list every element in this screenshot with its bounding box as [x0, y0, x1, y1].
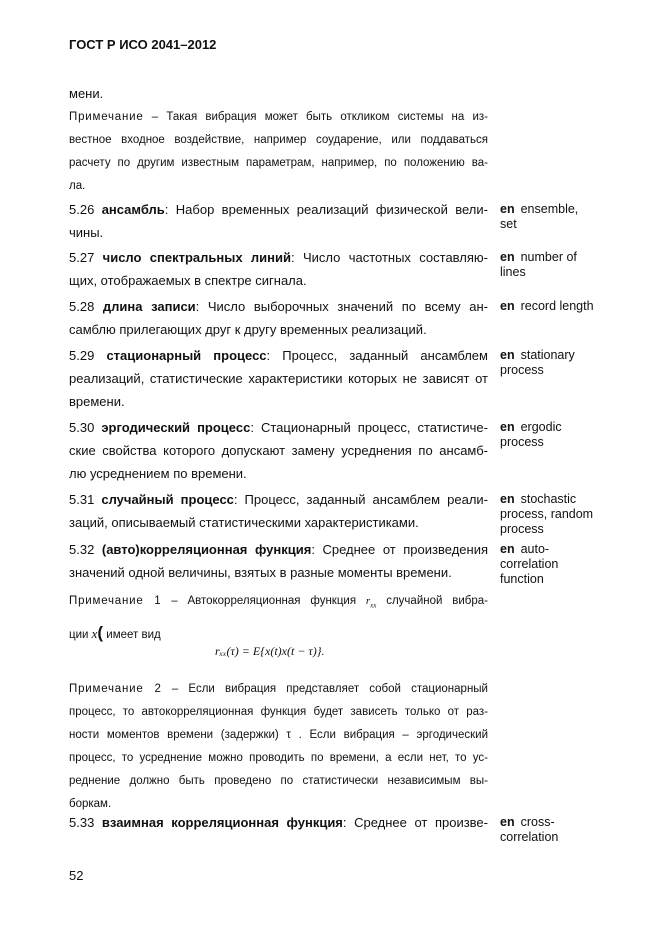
en-term: auto- — [520, 542, 550, 556]
entry-definition: : Процесс, заданный ансамблем — [266, 348, 488, 363]
entry-definition: времени. — [69, 394, 125, 409]
bracket-glyph: ( — [97, 623, 104, 643]
en-term: stochastic — [520, 492, 577, 506]
entry-definition: : Число частотных составляю- — [291, 250, 488, 265]
en-label: en — [500, 250, 515, 264]
entry-5-28 — [69, 295, 488, 341]
entry-definition: щих, отображаемых в спектре сигнала. — [69, 273, 307, 288]
en-term: ergodic — [520, 420, 562, 434]
entry-term: взаимная корреляционная функция — [101, 815, 343, 830]
lead-text: мени. — [69, 86, 104, 101]
en-term: record length — [520, 299, 594, 313]
entry-number: 5.33 — [69, 815, 95, 830]
entry-definition: реализаций, статистические характеристики которых не зависят от — [69, 371, 488, 386]
en-label: en — [500, 542, 515, 556]
en-equivalent-5-31 — [500, 492, 620, 537]
entry-definition: значений одной величины, взятых в разные моменты времени. — [69, 565, 452, 580]
note-line: расчету по другим известным параметрам, например, по положению ва- — [69, 157, 488, 169]
en-equivalent-5-26 — [500, 202, 620, 232]
entry-number: 5.26 — [69, 202, 95, 217]
en-term: process — [500, 522, 544, 536]
en-term: process — [500, 363, 544, 377]
entry-5-27 — [69, 246, 488, 292]
entry-5-26 — [69, 198, 488, 244]
note-line: ла. — [69, 180, 86, 192]
en-term: function — [500, 572, 544, 586]
note-text: ции — [69, 629, 92, 642]
entry-definition: ские свойства которого допускают замену усреднения по ансамб- — [69, 443, 488, 458]
entry-number: 5.31 — [69, 492, 95, 507]
note-text: боркам. — [69, 798, 112, 810]
en-label: en — [500, 202, 515, 216]
note-text: – Если вибрация представляет собой стационарный — [161, 683, 488, 695]
note-text: процесс, то усреднение можно проводить по времени, а если нет, то ус- — [69, 752, 488, 764]
en-label: en — [500, 492, 515, 506]
autocorrelation-formula: rₓₓ(τ) = E{x(t)x(t − τ)}. — [215, 644, 325, 658]
entry-number: 5.27 — [69, 250, 95, 265]
entry-term: стационарный процесс — [106, 348, 267, 363]
en-equivalent-5-32 — [500, 542, 620, 587]
entry-term: ансамбль — [101, 202, 165, 217]
entry-term: эргодический процесс — [101, 420, 251, 435]
entry-term: длина записи — [102, 299, 196, 314]
en-term: cross- — [520, 815, 555, 829]
note-label: Примечание — [69, 111, 144, 123]
entry-definition: : Среднее от произведения — [311, 542, 488, 557]
entry-definition: : Стационарный процесс, статистиче- — [250, 420, 488, 435]
entry-term: (авто)корреляционная функция — [101, 542, 312, 557]
note-text: ности моментов времени (задержки) τ . Если вибрация – эргодический — [69, 729, 488, 741]
symbol-subscript: xx — [370, 601, 377, 610]
en-term: process — [500, 435, 544, 449]
note-intro — [69, 106, 488, 198]
note-text: – Автокорреляционная функция — [161, 595, 366, 607]
en-term: process, random — [500, 507, 594, 521]
entry-term: число спектральных линий — [102, 250, 292, 265]
en-label: en — [500, 348, 515, 362]
entry-definition: лю усреднением по времени. — [69, 466, 247, 481]
entry-5-29 — [69, 344, 488, 413]
entry-5-31 — [69, 488, 488, 534]
entry-definition: : Среднее от произве- — [342, 815, 488, 830]
en-label: en — [500, 815, 515, 829]
en-equivalent-5-27 — [500, 250, 620, 280]
note-text: случайной вибра- — [376, 595, 488, 607]
entry-5-32 — [69, 538, 488, 584]
entry-definition: заций, описываемый статистическими характеристиками. — [69, 515, 419, 530]
entry-number: 5.28 — [69, 299, 95, 314]
en-label: en — [500, 299, 515, 313]
en-term: correlation — [500, 830, 559, 844]
entry-number: 5.29 — [69, 348, 95, 363]
entry-number: 5.30 — [69, 420, 95, 435]
entry-definition: чины. — [69, 225, 104, 240]
en-label: en — [500, 420, 515, 434]
note-label: Примечание 2 — [69, 683, 162, 695]
en-term: correlation — [500, 557, 559, 571]
symbol-r: r — [365, 595, 371, 607]
entry-5-30 — [69, 416, 488, 485]
entry-definition: самблю прилегающих друг к другу временных реализаций. — [69, 322, 427, 337]
en-term: number of — [520, 250, 577, 264]
note-line: – Такая вибрация может быть откликом системы на из- — [143, 111, 488, 123]
note-text: реднение должно быть проведено по статистически независимым вы- — [69, 775, 488, 787]
note-text: имеет вид — [103, 629, 161, 642]
note-1 — [69, 590, 488, 647]
page-number: 52 — [69, 868, 84, 883]
entry-definition: : Набор временных реализаций физической вели- — [164, 202, 488, 217]
symbol-x: x — [91, 626, 98, 642]
note-line: вестное входное воздействие, например соударение, или поддаваться — [69, 134, 488, 146]
en-equivalent-5-30 — [500, 420, 620, 450]
en-term: set — [500, 217, 517, 231]
en-term: ensemble, — [520, 202, 579, 216]
entry-definition: : Число выборочных значений по всему ан- — [195, 299, 488, 314]
note-text: процесс, то автокорреляционная функция будет зависеть только от раз- — [69, 706, 488, 718]
note-label: Примечание 1 — [69, 595, 162, 607]
en-term: lines — [500, 265, 526, 279]
document-header: ГОСТ Р ИСО 2041–2012 — [69, 37, 217, 52]
en-equivalent-5-28 — [500, 299, 620, 314]
en-equivalent-5-33 — [500, 815, 620, 845]
en-term: stationary — [520, 348, 575, 362]
note-2 — [69, 678, 488, 816]
entry-term: случайный процесс — [101, 492, 234, 507]
entry-number: 5.32 — [69, 542, 95, 557]
entry-5-33 — [69, 811, 488, 834]
entry-definition: : Процесс, заданный ансамблем реали- — [233, 492, 488, 507]
en-equivalent-5-29 — [500, 348, 620, 378]
